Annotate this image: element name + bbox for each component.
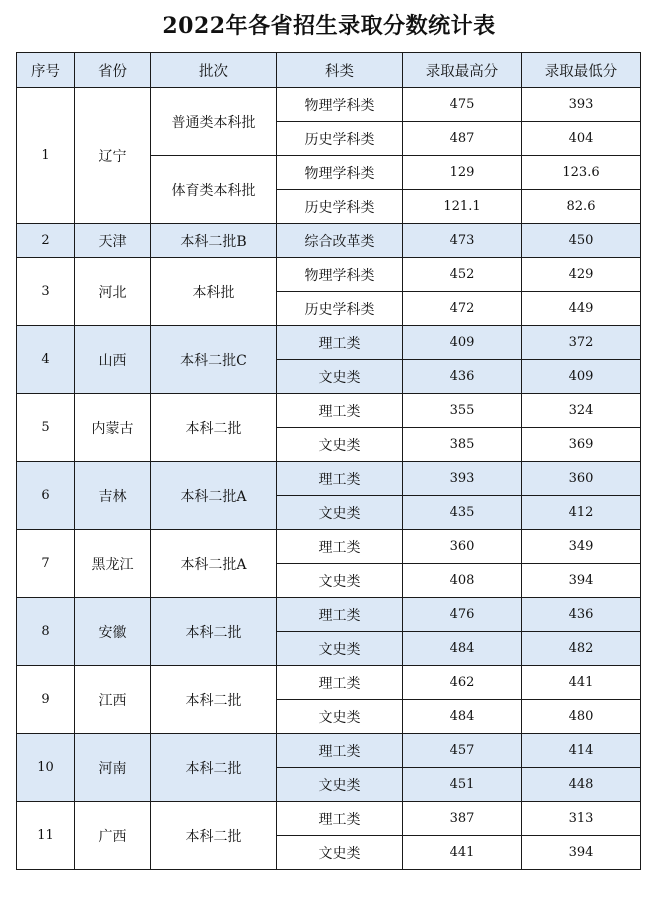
- table-row: [17, 802, 641, 836]
- row-number-cell: 11: [17, 802, 75, 870]
- table-row: [17, 734, 641, 768]
- category-cell: 文史类: [277, 360, 403, 394]
- category-cell: 理工类: [277, 394, 403, 428]
- category-cell: 综合改革类: [277, 224, 403, 258]
- table-row: [17, 258, 641, 292]
- min-score-cell: 412: [522, 496, 641, 530]
- header-cell: 序号: [17, 53, 75, 88]
- min-score-cell: 324: [522, 394, 641, 428]
- row-number-cell: 9: [17, 666, 75, 734]
- max-score-cell: 436: [403, 360, 522, 394]
- province-cell: 天津: [75, 224, 151, 258]
- province-cell: 安徽: [75, 598, 151, 666]
- table-row: [17, 598, 641, 632]
- max-score-cell: 472: [403, 292, 522, 326]
- category-cell: 文史类: [277, 836, 403, 870]
- category-cell: 物理学科类: [277, 258, 403, 292]
- min-score-cell: 480: [522, 700, 641, 734]
- table-row: [17, 326, 641, 360]
- category-cell: 文史类: [277, 496, 403, 530]
- province-cell: 辽宁: [75, 88, 151, 224]
- max-score-cell: 129: [403, 156, 522, 190]
- max-score-cell: 462: [403, 666, 522, 700]
- category-cell: 理工类: [277, 734, 403, 768]
- header-cell: 省份: [75, 53, 151, 88]
- batch-cell: 本科二批: [151, 666, 277, 734]
- min-score-cell: 436: [522, 598, 641, 632]
- min-score-cell: 82.6: [522, 190, 641, 224]
- category-cell: 历史学科类: [277, 190, 403, 224]
- category-cell: 理工类: [277, 666, 403, 700]
- header-cell: 录取最高分: [403, 53, 522, 88]
- table-row: [17, 88, 641, 122]
- batch-cell: 本科二批A: [151, 462, 277, 530]
- province-cell: 山西: [75, 326, 151, 394]
- min-score-cell: 360: [522, 462, 641, 496]
- province-cell: 黑龙江: [75, 530, 151, 598]
- category-cell: 文史类: [277, 564, 403, 598]
- max-score-cell: 451: [403, 768, 522, 802]
- row-number-cell: 3: [17, 258, 75, 326]
- min-score-cell: 409: [522, 360, 641, 394]
- header-cell: 批次: [151, 53, 277, 88]
- category-cell: 理工类: [277, 802, 403, 836]
- category-cell: 历史学科类: [277, 292, 403, 326]
- max-score-cell: 484: [403, 632, 522, 666]
- max-score-cell: 387: [403, 802, 522, 836]
- batch-cell: 普通类本科批: [151, 88, 277, 156]
- max-score-cell: 441: [403, 836, 522, 870]
- province-cell: 河北: [75, 258, 151, 326]
- table-header-row: [17, 53, 641, 88]
- category-cell: 物理学科类: [277, 156, 403, 190]
- row-number-cell: 1: [17, 88, 75, 224]
- province-cell: 吉林: [75, 462, 151, 530]
- row-number-cell: 8: [17, 598, 75, 666]
- province-cell: 江西: [75, 666, 151, 734]
- max-score-cell: 385: [403, 428, 522, 462]
- batch-cell: 本科二批B: [151, 224, 277, 258]
- max-score-cell: 408: [403, 564, 522, 598]
- min-score-cell: 123.6: [522, 156, 641, 190]
- max-score-cell: 452: [403, 258, 522, 292]
- row-number-cell: 7: [17, 530, 75, 598]
- batch-cell: 本科二批: [151, 394, 277, 462]
- category-cell: 理工类: [277, 462, 403, 496]
- header-cell: 科类: [277, 53, 403, 88]
- batch-cell: 本科二批: [151, 598, 277, 666]
- max-score-cell: 409: [403, 326, 522, 360]
- min-score-cell: 429: [522, 258, 641, 292]
- max-score-cell: 435: [403, 496, 522, 530]
- max-score-cell: 121.1: [403, 190, 522, 224]
- category-cell: 理工类: [277, 326, 403, 360]
- batch-cell: 本科二批: [151, 802, 277, 870]
- max-score-cell: 484: [403, 700, 522, 734]
- row-number-cell: 4: [17, 326, 75, 394]
- category-cell: 历史学科类: [277, 122, 403, 156]
- min-score-cell: 450: [522, 224, 641, 258]
- min-score-cell: 394: [522, 836, 641, 870]
- max-score-cell: 476: [403, 598, 522, 632]
- category-cell: 文史类: [277, 632, 403, 666]
- min-score-cell: 449: [522, 292, 641, 326]
- province-cell: 广西: [75, 802, 151, 870]
- province-cell: 河南: [75, 734, 151, 802]
- batch-cell: 本科二批C: [151, 326, 277, 394]
- admission-score-table: [16, 52, 641, 870]
- min-score-cell: 441: [522, 666, 641, 700]
- category-cell: 理工类: [277, 530, 403, 564]
- max-score-cell: 360: [403, 530, 522, 564]
- page-title: 2022年各省招生录取分数统计表: [162, 13, 496, 39]
- row-number-cell: 10: [17, 734, 75, 802]
- max-score-cell: 355: [403, 394, 522, 428]
- min-score-cell: 393: [522, 88, 641, 122]
- min-score-cell: 394: [522, 564, 641, 598]
- category-cell: 文史类: [277, 428, 403, 462]
- header-cell: 录取最低分: [522, 53, 641, 88]
- max-score-cell: 457: [403, 734, 522, 768]
- category-cell: 物理学科类: [277, 88, 403, 122]
- min-score-cell: 313: [522, 802, 641, 836]
- min-score-cell: 372: [522, 326, 641, 360]
- min-score-cell: 369: [522, 428, 641, 462]
- max-score-cell: 473: [403, 224, 522, 258]
- table-row: [17, 224, 641, 258]
- row-number-cell: 6: [17, 462, 75, 530]
- category-cell: 理工类: [277, 598, 403, 632]
- row-number-cell: 2: [17, 224, 75, 258]
- row-number-cell: 5: [17, 394, 75, 462]
- table-row: [17, 394, 641, 428]
- table-row: [17, 666, 641, 700]
- max-score-cell: 487: [403, 122, 522, 156]
- min-score-cell: 448: [522, 768, 641, 802]
- table-row: [17, 462, 641, 496]
- batch-cell: 本科二批: [151, 734, 277, 802]
- min-score-cell: 349: [522, 530, 641, 564]
- min-score-cell: 414: [522, 734, 641, 768]
- batch-cell: 体育类本科批: [151, 156, 277, 224]
- category-cell: 文史类: [277, 768, 403, 802]
- batch-cell: 本科批: [151, 258, 277, 326]
- min-score-cell: 482: [522, 632, 641, 666]
- province-cell: 内蒙古: [75, 394, 151, 462]
- category-cell: 文史类: [277, 700, 403, 734]
- max-score-cell: 475: [403, 88, 522, 122]
- max-score-cell: 393: [403, 462, 522, 496]
- table-row: [17, 530, 641, 564]
- min-score-cell: 404: [522, 122, 641, 156]
- batch-cell: 本科二批A: [151, 530, 277, 598]
